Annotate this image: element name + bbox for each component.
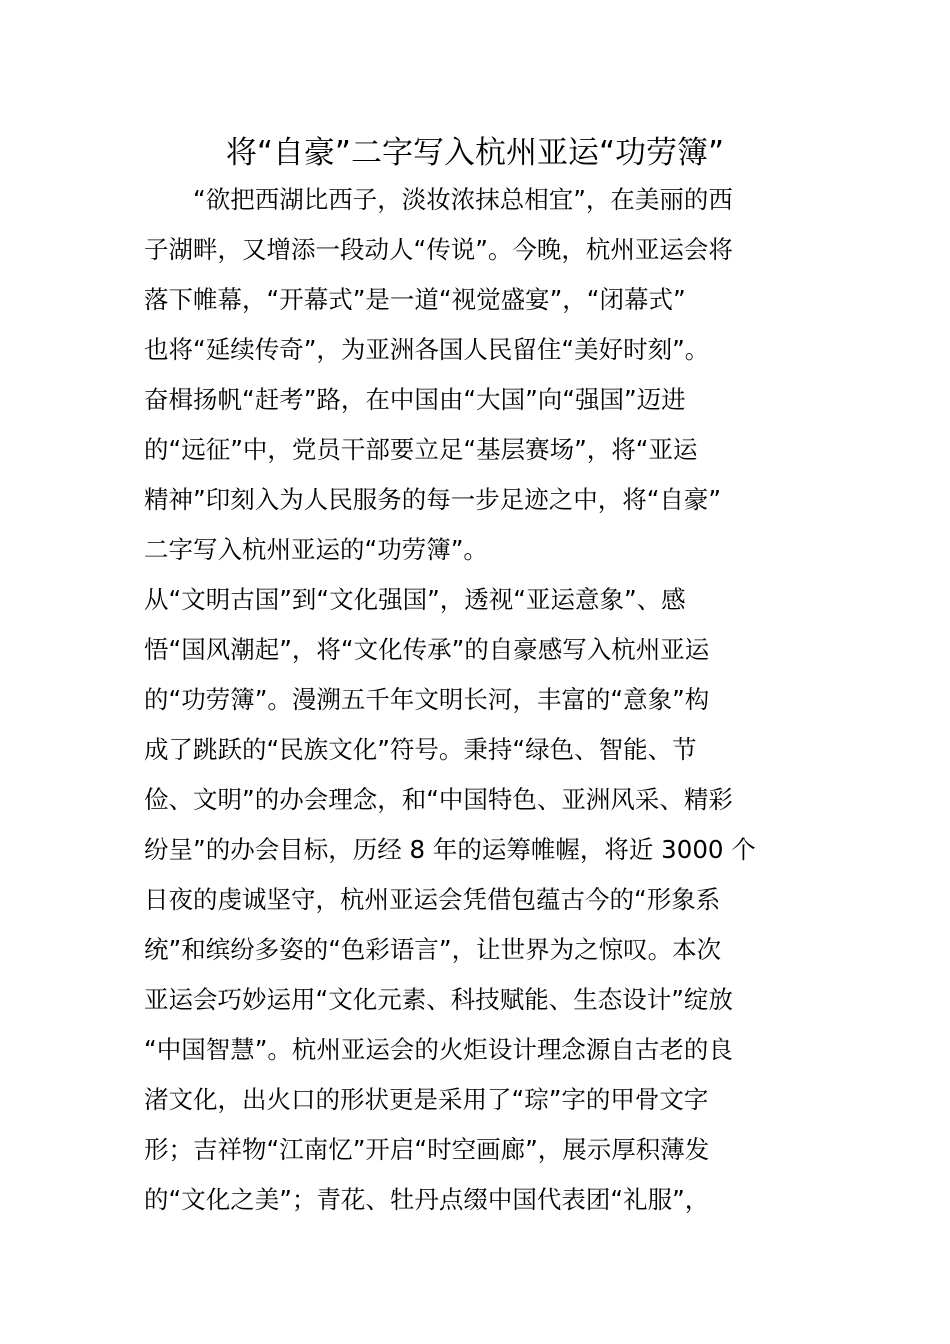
- body-line: 形；吉祥物“江南忆”开启“时空画廊”，展示厚积薄发: [144, 1135, 710, 1164]
- body-line: 从“文明古国”到“文化强国”，透视“亚运意象”、感: [144, 585, 686, 614]
- body-line: 悟“国风潮起”，将“文化传承”的自豪感写入杭州亚运: [144, 635, 710, 664]
- body-line: 的“功劳簿”。漫溯五千年文明长河，丰富的“意象”构: [144, 685, 710, 714]
- body-line: 亚运会巧妙运用“文化元素、科技赋能、生态设计”绽放: [144, 985, 733, 1014]
- body-line: 二字写入杭州亚运的“功劳簿”。: [144, 535, 488, 564]
- body-line: 的“远征”中，党员干部要立足“基层赛场”，将“亚运: [144, 435, 698, 464]
- body-line: “中国智慧”。杭州亚运会的火炬设计理念源自古老的良: [144, 1035, 733, 1064]
- body-line: 的“文化之美”；青花、牡丹点缀中国代表团“礼服”，: [144, 1185, 710, 1214]
- document-body: [144, 175, 814, 1225]
- body-line: 也将“延续传奇”，为亚洲各国人民留住“美好时刻”。: [144, 335, 710, 364]
- body-line: 渚文化，出火口的形状更是采用了“琮”字的甲骨文字: [144, 1085, 709, 1114]
- body-line: 纷呈”的办会目标，历经 8 年的运筹帷幄，将近 3000 个: [144, 835, 756, 864]
- body-line: 统”和缤纷多姿的“色彩语言”，让世界为之惊叹。本次: [144, 935, 722, 964]
- document-title: 将“自豪”二字写入杭州亚运“功劳簿”: [225, 135, 725, 171]
- body-line: 奋楫扬帆“赶考”路，在中国由“大国”向“强国”迈进: [144, 385, 686, 414]
- body-line: “欲把西湖比西子，淡妆浓抹总相宜”，在美丽的西: [144, 185, 733, 214]
- body-line: 成了跳跃的“民族文化”符号。秉持“绿色、智能、节: [144, 735, 697, 764]
- body-line: 精神”印刻入为人民服务的每一步足迹之中，将“自豪”: [144, 485, 722, 514]
- body-line: 俭、文明”的办会理念，和“中国特色、亚洲风采、精彩: [144, 785, 733, 814]
- body-line: 落下帷幕，“开幕式”是一道“视觉盛宴”，“闭幕式”: [144, 285, 686, 314]
- body-line: 日夜的虔诚坚守，杭州亚运会凭借包蕴古今的“形象系: [144, 885, 721, 914]
- body-line: 子湖畔，又增添一段动人“传说”。今晚，杭州亚运会将: [144, 235, 733, 264]
